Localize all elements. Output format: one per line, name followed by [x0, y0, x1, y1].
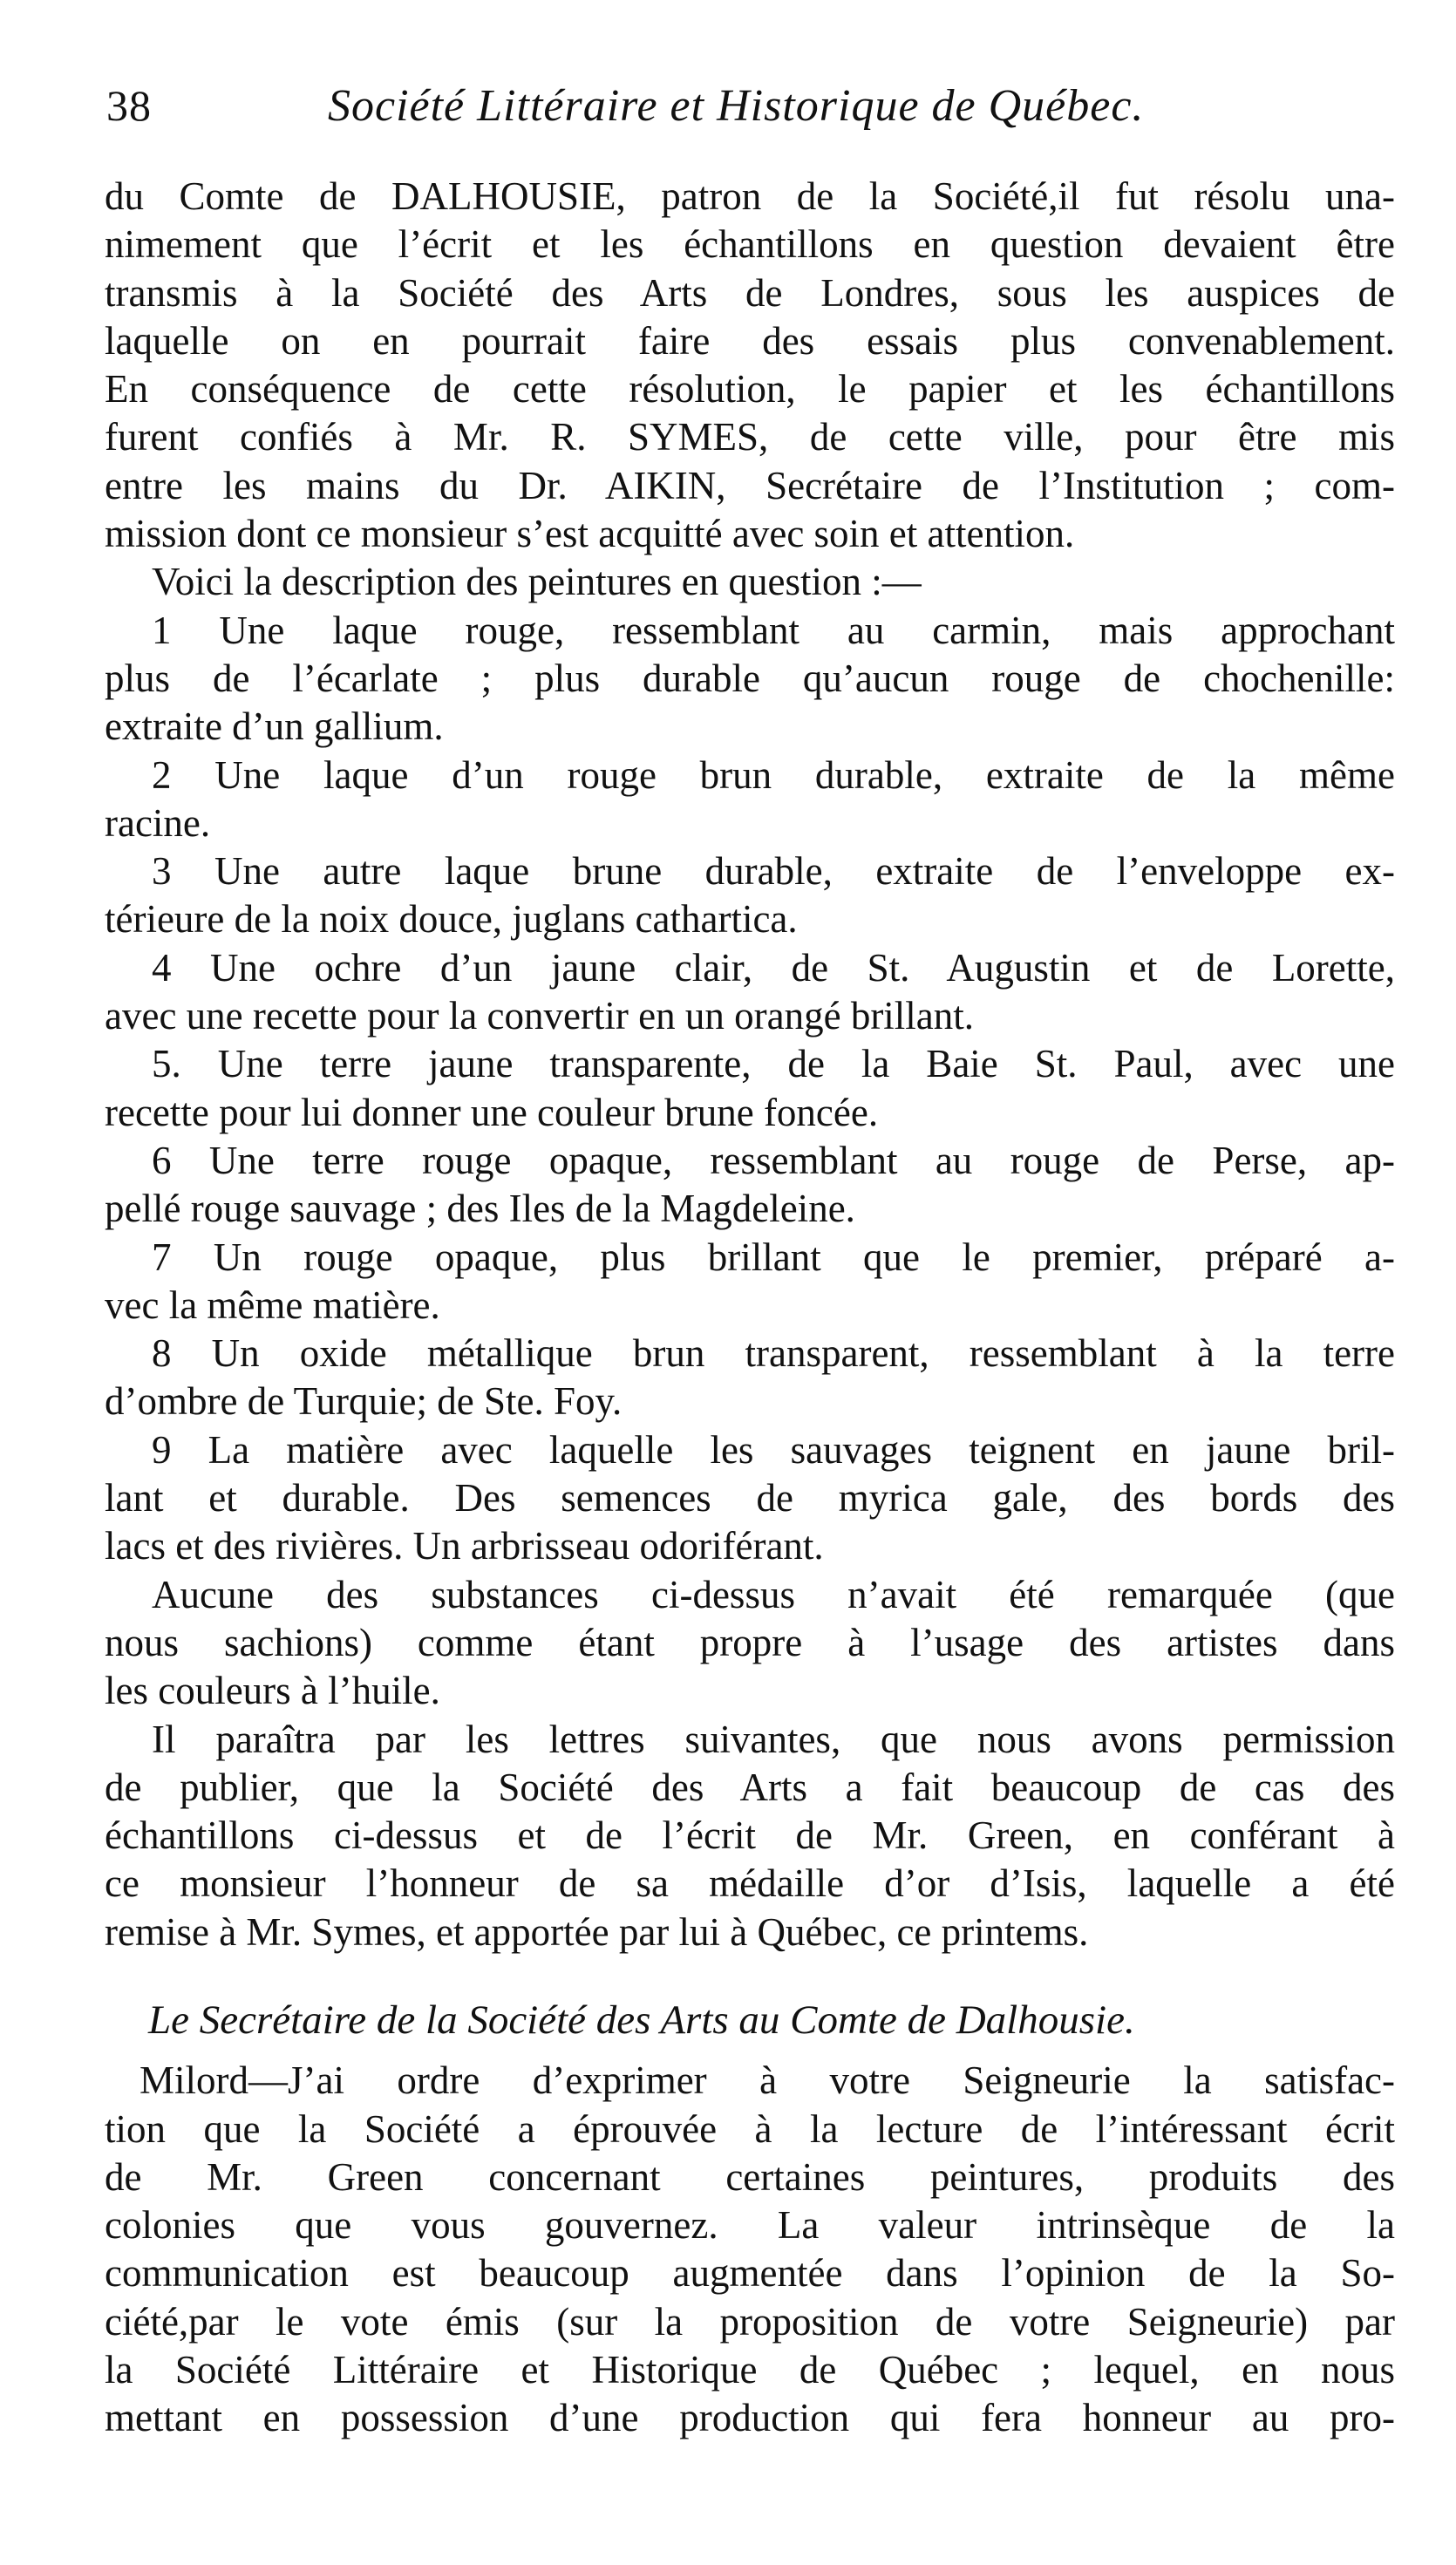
letter-line: la Société Littéraire et Historique de Québec ; lequel, en nous — [105, 2348, 1395, 2392]
text-line: Voici la description des peintures en question :— — [152, 560, 922, 604]
text-line: Aucune des substances ci-dessus n’avait été remarquée (que — [152, 1572, 1395, 1616]
text-line: mission dont ce monsieur s’est acquitté avec soin et attention. — [105, 512, 1075, 556]
text-line: laquelle on en pourrait faire des essais plus convenablement. — [105, 318, 1395, 363]
text-line: nous sachions) comme étant propre à l’usage des artistes dans — [105, 1620, 1395, 1664]
list-item-line: 6 Une terre rouge opaque, ressemblant au rouge de Perse, ap- — [152, 1138, 1395, 1182]
list-item-line: 2 Une laque d’un rouge brun durable, extraite de la même — [152, 752, 1395, 797]
list-item-line: 8 Un oxide métallique brun transparent, ressemblant à la terre — [152, 1331, 1395, 1376]
list-item-line: racine. — [105, 800, 211, 845]
list-item-line: lant et durable. Des semences de myrica gale, des bords des — [105, 1476, 1395, 1521]
text-line: entre les mains du Dr. AIKIN, Secrétaire de l’Institution ; com- — [105, 463, 1395, 507]
list-item-line: 5. Une terre jaune transparente, de la Baie St. Paul, avec une — [152, 1042, 1395, 1086]
letter-line: Milord—J’ai ordre d’exprimer à votre Seigneurie la satisfac- — [139, 2058, 1395, 2103]
letter-line: colonies que vous gouvernez. La valeur intrinsèque de la — [105, 2203, 1395, 2248]
letter-line: ciété,par le vote émis (sur la proposition de votre Seigneurie) par — [105, 2299, 1395, 2344]
text-line: ce monsieur l’honneur de sa médaille d’or d’Isis, laquelle a été — [105, 1861, 1395, 1906]
list-item-line: avec une recette pour la convertir en un orangé brillant. — [105, 994, 975, 1038]
list-item-line: 7 Un rouge opaque, plus brillant que le premier, préparé a- — [152, 1235, 1395, 1279]
text-line: remise à Mr. Symes, et apportée par lui à Québec, ce printems. — [105, 1909, 1089, 1954]
text-line: En conséquence de cette résolution, le papier et les échantillons — [105, 367, 1395, 412]
list-item-line: d’ombre de Turquie; de Ste. Foy. — [105, 1379, 623, 1424]
letter-line: tion que la Société a éprouvée à la lecture de l’intéressant écrit — [105, 2106, 1395, 2151]
text-line: transmis à la Société des Arts de Londres, sous les auspices de — [105, 270, 1395, 315]
text-line: furent confiés à Mr. R. SYMES, de cette ville, pour être mis — [105, 415, 1395, 459]
list-item-line: 3 Une autre laque brune durable, extraite de l’enveloppe ex- — [152, 849, 1395, 894]
list-item-line: pellé rouge sauvage ; des Iles de la Magdeleine. — [105, 1187, 855, 1231]
letter-line: de Mr. Green concernant certaines peintures, produits des — [105, 2154, 1395, 2199]
page-header — [106, 80, 1362, 150]
list-item-line: 4 Une ochre d’un jaune clair, de St. Augustin et de Lorette, — [152, 945, 1395, 990]
text-line: les couleurs à l’huile. — [105, 1669, 440, 1713]
text-line: nimement que l’écrit et les échantillons en question devaient être — [105, 222, 1395, 267]
text-line: de publier, que la Société des Arts a fait beaucoup de cas des — [105, 1765, 1395, 1809]
list-item-line: térieure de la noix douce, juglans cathartica. — [105, 897, 798, 942]
list-item-line: vec la même matière. — [105, 1282, 440, 1327]
letter-line: communication est beaucoup augmentée dans l’opinion de la So- — [105, 2251, 1395, 2296]
letter-heading: Le Secrétaire de la Société des Arts au Comte de Dalhousie. — [148, 1997, 1135, 2043]
page-number: 38 — [106, 81, 152, 130]
text-line: échantillons ci-dessus et de l’écrit de Mr. Green, en conférant à — [105, 1813, 1395, 1858]
text-line: du Comte de DALHOUSIE, patron de la Société,il fut résolu una- — [105, 174, 1395, 218]
body-text — [105, 173, 1395, 2443]
list-item-line: plus de l’écarlate ; plus durable qu’aucun rouge de chochenille: — [105, 656, 1395, 700]
running-title: Société Littéraire et Historique de Québec. — [328, 81, 1145, 131]
list-item-line: recette pour lui donner une couleur brune foncée. — [105, 1090, 879, 1134]
text-line: Il paraîtra par les lettres suivantes, que nous avons permission — [152, 1717, 1395, 1761]
list-item-line: 9 La matière avec laquelle les sauvages teignent en jaune bril- — [152, 1427, 1395, 1472]
letter-line: mettant en possession d’une production qui fera honneur au pro- — [105, 2396, 1395, 2440]
list-item-line: lacs et des rivières. Un arbrisseau odoriférant. — [105, 1524, 824, 1568]
list-item-line: extraite d’un gallium. — [105, 704, 444, 749]
list-item-line: 1 Une laque rouge, ressemblant au carmin, mais approchant — [152, 608, 1395, 652]
